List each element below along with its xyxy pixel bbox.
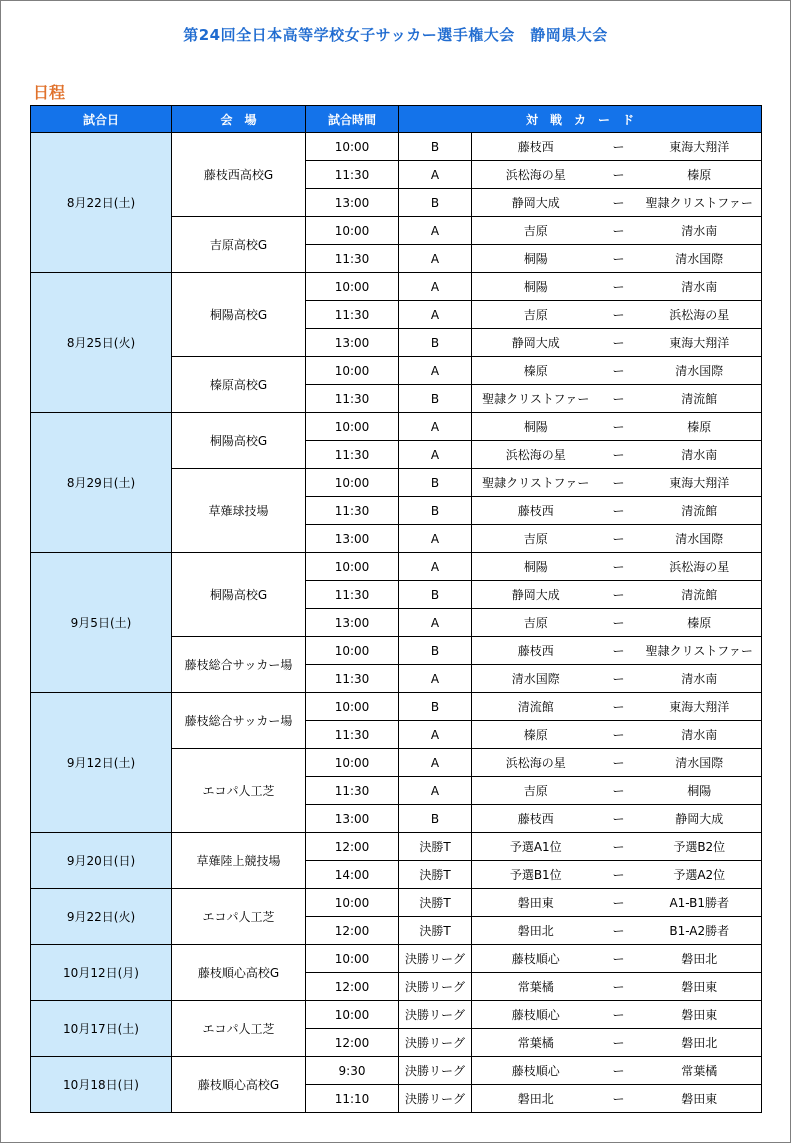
- away-team: 清流館: [638, 581, 762, 609]
- match-group: 決勝リーグ: [399, 1029, 472, 1057]
- match-group: B: [399, 469, 472, 497]
- vs-separator: ー: [600, 665, 638, 693]
- venue-name: 藤枝西高校G: [172, 133, 306, 217]
- away-team: 清水国際: [638, 749, 762, 777]
- match-group: A: [399, 357, 472, 385]
- away-team: 東海大翔洋: [638, 469, 762, 497]
- home-team: 桐陽: [472, 273, 600, 301]
- vs-separator: ー: [600, 721, 638, 749]
- away-team: 常葉橘: [638, 1057, 762, 1085]
- match-group: B: [399, 497, 472, 525]
- home-team: 藤枝順心: [472, 1057, 600, 1085]
- vs-separator: ー: [600, 861, 638, 889]
- table-row: [31, 413, 762, 441]
- away-team: 静岡大成: [638, 805, 762, 833]
- home-team: 藤枝西: [472, 133, 600, 161]
- vs-separator: ー: [600, 217, 638, 245]
- home-team: 予選B1位: [472, 861, 600, 889]
- match-time: 11:30: [306, 161, 399, 189]
- schedule-table: [30, 105, 762, 1113]
- away-team: 磐田北: [638, 945, 762, 973]
- home-team: 吉原: [472, 777, 600, 805]
- match-group: A: [399, 609, 472, 637]
- venue-name: エコパ人工芝: [172, 749, 306, 833]
- home-team: 静岡大成: [472, 189, 600, 217]
- header-date: 試合日: [31, 106, 172, 133]
- match-group: A: [399, 525, 472, 553]
- venue-name: 藤枝総合サッカー場: [172, 637, 306, 693]
- home-team: 吉原: [472, 217, 600, 245]
- away-team: 浜松海の星: [638, 301, 762, 329]
- match-group: 決勝T: [399, 917, 472, 945]
- section-heading: 日程: [33, 83, 66, 102]
- away-team: 磐田東: [638, 1085, 762, 1113]
- table-row: [31, 1057, 762, 1085]
- header-venue: 会 場: [172, 106, 306, 133]
- home-team: 清流館: [472, 693, 600, 721]
- home-team: 磐田北: [472, 917, 600, 945]
- home-team: 桐陽: [472, 413, 600, 441]
- match-time: 13:00: [306, 805, 399, 833]
- match-time: 10:00: [306, 553, 399, 581]
- vs-separator: ー: [600, 749, 638, 777]
- home-team: 浜松海の星: [472, 161, 600, 189]
- home-team: 静岡大成: [472, 581, 600, 609]
- match-group: A: [399, 245, 472, 273]
- home-team: 藤枝西: [472, 805, 600, 833]
- venue-name: 桐陽高校G: [172, 413, 306, 469]
- match-time: 12:00: [306, 833, 399, 861]
- match-time: 10:00: [306, 693, 399, 721]
- away-team: 清水国際: [638, 245, 762, 273]
- home-team: 榛原: [472, 357, 600, 385]
- vs-separator: ー: [600, 357, 638, 385]
- away-team: 清水南: [638, 217, 762, 245]
- match-group: 決勝T: [399, 861, 472, 889]
- away-team: 東海大翔洋: [638, 133, 762, 161]
- match-time: 12:00: [306, 1029, 399, 1057]
- away-team: 榛原: [638, 161, 762, 189]
- vs-separator: ー: [600, 833, 638, 861]
- home-team: 藤枝順心: [472, 1001, 600, 1029]
- match-time: 11:30: [306, 385, 399, 413]
- match-group: A: [399, 721, 472, 749]
- match-group: 決勝リーグ: [399, 973, 472, 1001]
- vs-separator: ー: [600, 161, 638, 189]
- away-team: 清水国際: [638, 525, 762, 553]
- vs-separator: ー: [600, 245, 638, 273]
- venue-name: 草薙球技場: [172, 469, 306, 553]
- away-team: 清水南: [638, 273, 762, 301]
- away-team: A1-B1勝者: [638, 889, 762, 917]
- home-team: 予選A1位: [472, 833, 600, 861]
- vs-separator: ー: [600, 553, 638, 581]
- match-time: 13:00: [306, 329, 399, 357]
- match-group: A: [399, 777, 472, 805]
- away-team: 清水国際: [638, 357, 762, 385]
- match-group: 決勝リーグ: [399, 1057, 472, 1085]
- venue-name: 桐陽高校G: [172, 553, 306, 637]
- away-team: 磐田北: [638, 1029, 762, 1057]
- match-group: A: [399, 273, 472, 301]
- away-team: 榛原: [638, 413, 762, 441]
- vs-separator: ー: [600, 1001, 638, 1029]
- vs-separator: ー: [600, 581, 638, 609]
- match-date: 9月5日(土): [31, 553, 172, 693]
- match-time: 10:00: [306, 469, 399, 497]
- venue-name: エコパ人工芝: [172, 1001, 306, 1057]
- away-team: 磐田東: [638, 1001, 762, 1029]
- home-team: 聖隷クリストファー: [472, 469, 600, 497]
- match-time: 10:00: [306, 749, 399, 777]
- match-time: 11:30: [306, 721, 399, 749]
- home-team: 常葉橘: [472, 1029, 600, 1057]
- home-team: 磐田東: [472, 889, 600, 917]
- match-time: 11:30: [306, 777, 399, 805]
- home-team: 浜松海の星: [472, 749, 600, 777]
- vs-separator: ー: [600, 469, 638, 497]
- match-time: 10:00: [306, 217, 399, 245]
- vs-separator: ー: [600, 609, 638, 637]
- vs-separator: ー: [600, 273, 638, 301]
- vs-separator: ー: [600, 525, 638, 553]
- away-team: 予選B2位: [638, 833, 762, 861]
- match-time: 11:30: [306, 497, 399, 525]
- match-time: 10:00: [306, 889, 399, 917]
- away-team: 桐陽: [638, 777, 762, 805]
- match-group: A: [399, 665, 472, 693]
- match-group: A: [399, 301, 472, 329]
- match-group: A: [399, 749, 472, 777]
- away-team: 聖隷クリストファー: [638, 637, 762, 665]
- table-row: [31, 133, 762, 161]
- away-team: 清流館: [638, 385, 762, 413]
- match-date: 8月29日(土): [31, 413, 172, 553]
- away-team: 清水南: [638, 721, 762, 749]
- match-group: A: [399, 441, 472, 469]
- away-team: 聖隷クリストファー: [638, 189, 762, 217]
- table-row: [31, 273, 762, 301]
- header-card: 対 戦 カ ー ド: [399, 106, 762, 133]
- away-team: B1-A2勝者: [638, 917, 762, 945]
- home-team: 榛原: [472, 721, 600, 749]
- match-date: 8月22日(土): [31, 133, 172, 273]
- home-team: 磐田北: [472, 1085, 600, 1113]
- match-group: 決勝T: [399, 833, 472, 861]
- home-team: 藤枝順心: [472, 945, 600, 973]
- match-time: 11:30: [306, 301, 399, 329]
- match-group: B: [399, 693, 472, 721]
- match-time: 13:00: [306, 525, 399, 553]
- schedule-body: [31, 133, 762, 1113]
- match-time: 10:00: [306, 637, 399, 665]
- vs-separator: ー: [600, 497, 638, 525]
- vs-separator: ー: [600, 1085, 638, 1113]
- home-team: 桐陽: [472, 245, 600, 273]
- match-time: 11:30: [306, 245, 399, 273]
- match-time: 14:00: [306, 861, 399, 889]
- away-team: 東海大翔洋: [638, 329, 762, 357]
- table-row: [31, 945, 762, 973]
- home-team: 藤枝西: [472, 637, 600, 665]
- header-row: [31, 106, 762, 133]
- match-group: B: [399, 133, 472, 161]
- vs-separator: ー: [600, 917, 638, 945]
- away-team: 浜松海の星: [638, 553, 762, 581]
- venue-name: 榛原高校G: [172, 357, 306, 413]
- vs-separator: ー: [600, 441, 638, 469]
- away-team: 磐田東: [638, 973, 762, 1001]
- vs-separator: ー: [600, 1029, 638, 1057]
- match-group: 決勝リーグ: [399, 1085, 472, 1113]
- match-time: 10:00: [306, 273, 399, 301]
- match-group: 決勝リーグ: [399, 1001, 472, 1029]
- home-team: 藤枝西: [472, 497, 600, 525]
- home-team: 吉原: [472, 609, 600, 637]
- match-date: 9月22日(火): [31, 889, 172, 945]
- match-date: 10月18日(日): [31, 1057, 172, 1113]
- match-time: 9:30: [306, 1057, 399, 1085]
- match-time: 10:00: [306, 357, 399, 385]
- match-group: 決勝リーグ: [399, 945, 472, 973]
- match-group: A: [399, 553, 472, 581]
- match-date: 8月25日(火): [31, 273, 172, 413]
- venue-name: 吉原高校G: [172, 217, 306, 273]
- vs-separator: ー: [600, 329, 638, 357]
- match-group: B: [399, 581, 472, 609]
- match-group: B: [399, 329, 472, 357]
- venue-name: 草薙陸上競技場: [172, 833, 306, 889]
- venue-name: 藤枝順心高校G: [172, 1057, 306, 1113]
- vs-separator: ー: [600, 385, 638, 413]
- away-team: 榛原: [638, 609, 762, 637]
- vs-separator: ー: [600, 693, 638, 721]
- match-time: 10:00: [306, 1001, 399, 1029]
- table-row: [31, 833, 762, 861]
- away-team: 予選A2位: [638, 861, 762, 889]
- match-time: 11:10: [306, 1085, 399, 1113]
- match-group: A: [399, 413, 472, 441]
- home-team: 聖隷クリストファー: [472, 385, 600, 413]
- match-time: 13:00: [306, 189, 399, 217]
- venue-name: 藤枝総合サッカー場: [172, 693, 306, 749]
- match-date: 9月20日(日): [31, 833, 172, 889]
- home-team: 清水国際: [472, 665, 600, 693]
- match-group: A: [399, 217, 472, 245]
- venue-name: エコパ人工芝: [172, 889, 306, 945]
- header-time: 試合時間: [306, 106, 399, 133]
- away-team: 東海大翔洋: [638, 693, 762, 721]
- match-time: 12:00: [306, 917, 399, 945]
- match-time: 13:00: [306, 609, 399, 637]
- venue-name: 藤枝順心高校G: [172, 945, 306, 1001]
- table-row: [31, 889, 762, 917]
- match-group: A: [399, 161, 472, 189]
- vs-separator: ー: [600, 301, 638, 329]
- away-team: 清流館: [638, 497, 762, 525]
- match-time: 10:00: [306, 133, 399, 161]
- vs-separator: ー: [600, 133, 638, 161]
- match-time: 11:30: [306, 581, 399, 609]
- vs-separator: ー: [600, 1057, 638, 1085]
- home-team: 吉原: [472, 525, 600, 553]
- match-group: B: [399, 189, 472, 217]
- vs-separator: ー: [600, 413, 638, 441]
- match-time: 10:00: [306, 413, 399, 441]
- match-group: B: [399, 805, 472, 833]
- match-group: B: [399, 637, 472, 665]
- vs-separator: ー: [600, 973, 638, 1001]
- vs-separator: ー: [600, 189, 638, 217]
- match-date: 10月12日(月): [31, 945, 172, 1001]
- vs-separator: ー: [600, 945, 638, 973]
- away-team: 清水南: [638, 665, 762, 693]
- home-team: 静岡大成: [472, 329, 600, 357]
- vs-separator: ー: [600, 889, 638, 917]
- match-time: 11:30: [306, 665, 399, 693]
- home-team: 浜松海の星: [472, 441, 600, 469]
- venue-name: 桐陽高校G: [172, 273, 306, 357]
- match-time: 11:30: [306, 441, 399, 469]
- page-title: 第24回全日本高等学校女子サッカー選手権大会 静岡県大会: [183, 26, 608, 44]
- away-team: 清水南: [638, 441, 762, 469]
- home-team: 吉原: [472, 301, 600, 329]
- home-team: 常葉橘: [472, 973, 600, 1001]
- match-date: 10月17日(土): [31, 1001, 172, 1057]
- match-time: 10:00: [306, 945, 399, 973]
- table-row: [31, 1001, 762, 1029]
- match-group: 決勝T: [399, 889, 472, 917]
- vs-separator: ー: [600, 637, 638, 665]
- table-row: [31, 553, 762, 581]
- home-team: 桐陽: [472, 553, 600, 581]
- match-date: 9月12日(土): [31, 693, 172, 833]
- vs-separator: ー: [600, 777, 638, 805]
- match-group: B: [399, 385, 472, 413]
- vs-separator: ー: [600, 805, 638, 833]
- table-row: [31, 693, 762, 721]
- match-time: 12:00: [306, 973, 399, 1001]
